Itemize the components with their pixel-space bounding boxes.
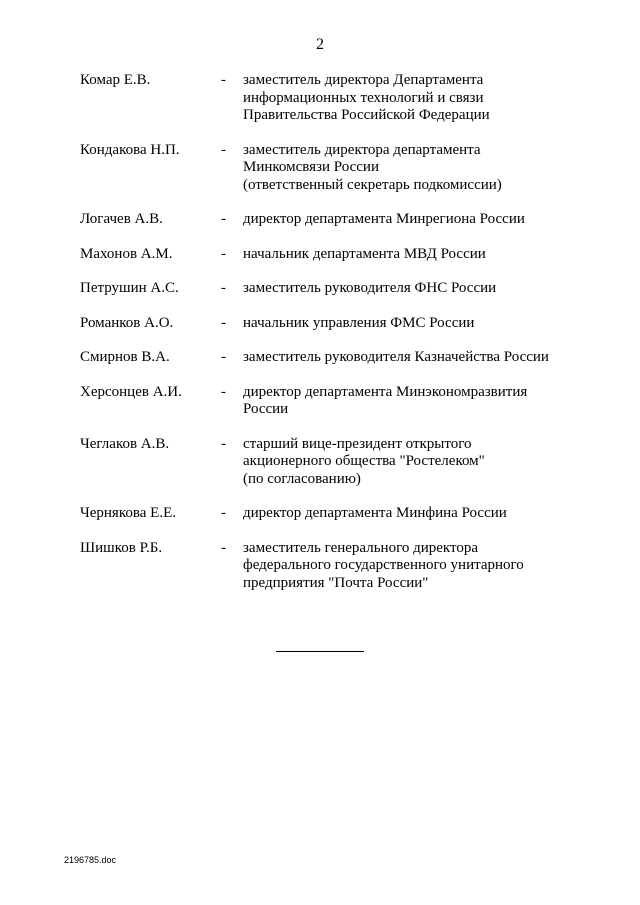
member-position (243, 246, 560, 264)
position-line: директор департамента Минфина России (243, 505, 507, 521)
dash-separator: - (221, 72, 226, 88)
dash-separator: - (221, 383, 226, 400)
member-name: Петрушин А.С. (80, 280, 179, 296)
position-line: заместитель руководителя Казначейства России (243, 349, 549, 365)
member-position (243, 211, 560, 229)
member-position (243, 384, 560, 419)
member-name: Херсонцев А.И. (80, 383, 182, 400)
member-name: Смирнов В.А. (80, 349, 170, 365)
position-line: информационных технологий и связи (243, 89, 484, 106)
list-item (80, 436, 560, 489)
member-position (243, 315, 560, 333)
member-name: Шишков Р.Б. (80, 539, 163, 556)
member-name: Чеглаков А.В. (80, 435, 170, 452)
dash-separator: - (221, 141, 226, 158)
position-line: директор департамента Минэкономразвития (243, 383, 528, 400)
position-line: старший вице-президент открытого (243, 435, 472, 452)
position-line: начальник департамента МВД России (243, 245, 486, 262)
member-name: Комар Е.В. (80, 72, 151, 88)
dash-separator: - (221, 505, 226, 521)
position-line: Правительства Российской Федерации (243, 107, 490, 123)
dash-separator: - (221, 435, 226, 452)
list-item (80, 315, 560, 333)
dash-separator: - (221, 280, 226, 296)
list-item (80, 505, 560, 523)
list-item (80, 72, 560, 125)
position-line: Минкомсвязи России (243, 159, 379, 175)
list-item (80, 280, 560, 298)
member-position (243, 436, 560, 489)
member-position (243, 540, 560, 593)
member-position (243, 349, 560, 367)
position-line: заместитель генерального директора (243, 539, 479, 556)
member-name: Кондакова Н.П. (80, 141, 180, 158)
position-line: заместитель руководителя ФНС России (243, 280, 497, 296)
list-item (80, 246, 560, 264)
list-item (80, 540, 560, 593)
dash-separator: - (221, 314, 226, 331)
list-item (80, 211, 560, 229)
list-item (80, 142, 560, 195)
position-line: России (243, 401, 289, 417)
member-position (243, 142, 560, 195)
member-name: Романков А.О. (80, 314, 174, 331)
member-position (243, 72, 560, 125)
member-position (243, 505, 560, 523)
dash-separator: - (221, 245, 226, 262)
position-line: предприятия "Почта России" (243, 574, 429, 591)
dash-separator: - (221, 349, 226, 365)
position-line: директор департамента Минрегиона России (243, 211, 525, 227)
position-line: заместитель директора департамента (243, 141, 481, 158)
member-name: Махонов А.М. (80, 245, 173, 262)
list-item (80, 349, 560, 367)
position-line: акционерного общества "Ростелеком" (243, 453, 485, 469)
position-line: (по согласованию) (243, 470, 361, 487)
position-line: (ответственный секретарь подкомиссии) (243, 176, 502, 193)
member-position (243, 280, 560, 298)
position-line: начальник управления ФМС России (243, 314, 475, 331)
document-id: 2196785.doc (64, 855, 117, 865)
position-line: федерального государственного унитарного (243, 557, 524, 573)
dash-separator: - (221, 211, 226, 227)
position-line: заместитель директора Департамента (243, 72, 484, 88)
page-number: 2 (316, 36, 324, 53)
member-name: Чернякова Е.Е. (80, 505, 176, 521)
closing-rule (276, 651, 364, 652)
member-name: Логачев А.В. (80, 211, 163, 227)
list-item (80, 384, 560, 419)
member-list (80, 72, 560, 592)
dash-separator: - (221, 539, 226, 556)
